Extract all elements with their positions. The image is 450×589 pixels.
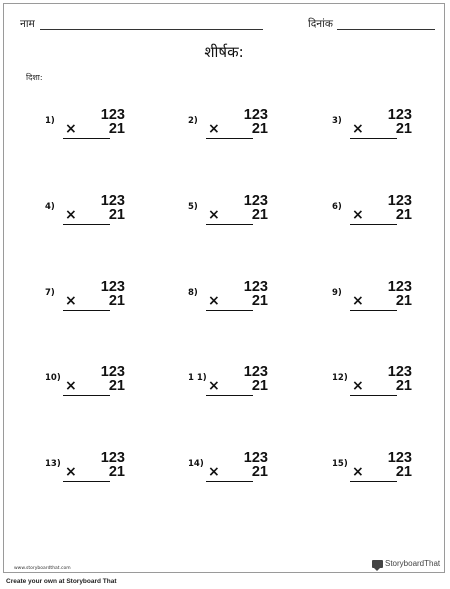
answer-line bbox=[350, 310, 397, 311]
bottom-operand: 21 bbox=[395, 378, 412, 394]
answer-line bbox=[206, 481, 253, 482]
problem-2 bbox=[188, 107, 288, 147]
problem-4 bbox=[45, 193, 145, 233]
bottom-operand: 21 bbox=[108, 293, 125, 309]
multiply-sign: × bbox=[65, 207, 77, 223]
answer-line bbox=[350, 138, 397, 139]
bottom-operand: 21 bbox=[395, 207, 412, 223]
bottom-operand: 21 bbox=[108, 121, 125, 137]
answer-line bbox=[350, 481, 397, 482]
date-label: दिनांक bbox=[308, 18, 333, 30]
top-operand: 123 bbox=[243, 279, 268, 295]
problem-11 bbox=[188, 364, 288, 404]
bottom-operand: 21 bbox=[108, 207, 125, 223]
answer-line bbox=[206, 138, 253, 139]
bottom-operand: 21 bbox=[395, 464, 412, 480]
logo-text: StoryboardThat bbox=[385, 559, 441, 568]
answer-line bbox=[206, 224, 253, 225]
multiply-sign: × bbox=[65, 293, 77, 309]
multiply-sign: × bbox=[65, 378, 77, 394]
problem-number: 12) bbox=[332, 373, 348, 383]
bottom-operand: 21 bbox=[251, 121, 268, 137]
answer-line bbox=[63, 138, 110, 139]
top-operand: 123 bbox=[243, 107, 268, 123]
problem-number: 1 1) bbox=[188, 373, 207, 383]
problem-number: 13) bbox=[45, 459, 61, 469]
multiply-sign: × bbox=[208, 464, 220, 480]
problem-10 bbox=[45, 364, 145, 404]
direction-label: दिशा: bbox=[26, 73, 43, 82]
create-banner-text: Create your own at Storyboard That bbox=[6, 578, 117, 585]
create-banner[interactable] bbox=[0, 576, 450, 589]
problem-number: 9) bbox=[332, 288, 342, 298]
problem-13 bbox=[45, 450, 145, 490]
top-operand: 123 bbox=[100, 279, 125, 295]
problem-number: 3) bbox=[332, 116, 342, 126]
top-operand: 123 bbox=[243, 450, 268, 466]
storyboard-logo-icon bbox=[372, 560, 383, 568]
answer-line bbox=[350, 224, 397, 225]
storyboardthat-logo bbox=[372, 559, 440, 568]
bottom-operand: 21 bbox=[251, 378, 268, 394]
bottom-operand: 21 bbox=[251, 293, 268, 309]
problem-number: 1) bbox=[45, 116, 55, 126]
bottom-operand: 21 bbox=[108, 464, 125, 480]
problem-3 bbox=[332, 107, 432, 147]
answer-line bbox=[63, 481, 110, 482]
name-label: नाम bbox=[20, 18, 35, 30]
multiply-sign: × bbox=[352, 378, 364, 394]
bottom-operand: 21 bbox=[395, 293, 412, 309]
problem-number: 8) bbox=[188, 288, 198, 298]
problem-number: 14) bbox=[188, 459, 204, 469]
worksheet-title: शीर्षक: bbox=[204, 43, 244, 61]
problem-number: 7) bbox=[45, 288, 55, 298]
date-line bbox=[337, 29, 435, 30]
top-operand: 123 bbox=[243, 193, 268, 209]
bottom-operand: 21 bbox=[395, 121, 412, 137]
bottom-operand: 21 bbox=[108, 378, 125, 394]
top-operand: 123 bbox=[100, 193, 125, 209]
answer-line bbox=[63, 224, 110, 225]
problem-8 bbox=[188, 279, 288, 319]
top-operand: 123 bbox=[243, 364, 268, 380]
problem-5 bbox=[188, 193, 288, 233]
name-line bbox=[40, 29, 263, 30]
multiply-sign: × bbox=[208, 293, 220, 309]
problem-number: 4) bbox=[45, 202, 55, 212]
answer-line bbox=[63, 395, 110, 396]
answer-line bbox=[206, 395, 253, 396]
top-operand: 123 bbox=[100, 364, 125, 380]
problem-6 bbox=[332, 193, 432, 233]
top-operand: 123 bbox=[387, 450, 412, 466]
problem-1 bbox=[45, 107, 145, 147]
multiply-sign: × bbox=[65, 121, 77, 137]
problem-12 bbox=[332, 364, 432, 404]
bottom-operand: 21 bbox=[251, 207, 268, 223]
problem-number: 15) bbox=[332, 459, 348, 469]
multiply-sign: × bbox=[65, 464, 77, 480]
top-operand: 123 bbox=[387, 364, 412, 380]
top-operand: 123 bbox=[387, 279, 412, 295]
multiply-sign: × bbox=[352, 207, 364, 223]
multiply-sign: × bbox=[352, 464, 364, 480]
problem-number: 5) bbox=[188, 202, 198, 212]
multiply-sign: × bbox=[208, 207, 220, 223]
top-operand: 123 bbox=[100, 107, 125, 123]
footer-url: www.storyboardthat.com bbox=[14, 566, 71, 571]
problem-number: 6) bbox=[332, 202, 342, 212]
problem-9 bbox=[332, 279, 432, 319]
answer-line bbox=[206, 310, 253, 311]
top-operand: 123 bbox=[387, 193, 412, 209]
answer-line bbox=[63, 310, 110, 311]
problem-number: 2) bbox=[188, 116, 198, 126]
multiply-sign: × bbox=[208, 378, 220, 394]
problem-15 bbox=[332, 450, 432, 490]
problem-14 bbox=[188, 450, 288, 490]
multiply-sign: × bbox=[352, 293, 364, 309]
top-operand: 123 bbox=[100, 450, 125, 466]
multiply-sign: × bbox=[352, 121, 364, 137]
problem-7 bbox=[45, 279, 145, 319]
worksheet-page bbox=[3, 3, 445, 573]
top-operand: 123 bbox=[387, 107, 412, 123]
multiply-sign: × bbox=[208, 121, 220, 137]
bottom-operand: 21 bbox=[251, 464, 268, 480]
problem-number: 10) bbox=[45, 373, 61, 383]
answer-line bbox=[350, 395, 397, 396]
